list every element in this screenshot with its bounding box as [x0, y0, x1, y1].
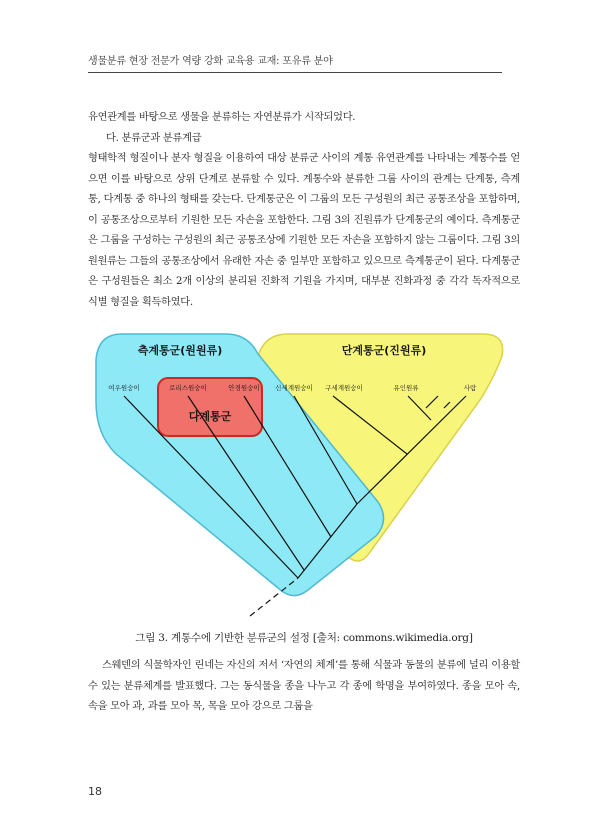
phylogeny-figure — [88, 322, 520, 622]
taxon-label-new-world-monkey: 신세계원숭이 — [275, 384, 313, 392]
phylogeny-diagram — [88, 322, 520, 622]
taxon-label-lemur: 여우원숭이 — [108, 384, 140, 392]
body-section-top — [88, 108, 520, 313]
running-header: 생물분류 현장 전문가 역량 강화 교육용 교재: 포유류 분야 — [88, 52, 502, 73]
subsection-heading: 다. 분류군과 분류계급 — [106, 132, 202, 144]
monophyletic-label: 단계통군(진원류) — [341, 344, 427, 357]
taxon-label-human: 사람 — [463, 384, 477, 392]
figure-caption: 그림 3. 계통수에 기반한 분류군의 설정 [출처: commons.wikimedia.org] — [135, 632, 473, 644]
paragraph-intro: 유연관계를 바탕으로 생물을 분류하는 자연분류가 시작되었다. — [88, 112, 356, 123]
paragraph-linnaeus: 스웨덴의 식물학자인 린네는 자신의 저서 ‘자연의 체계’를 통해 식물과 동물의 분류에 널리 이용할 수 있는 분류체계를 발표했다. 그는 동식물을 종을 나누고 각 종에 학명을 부여하였다. 종을 모아 속, 속을 모아 과, 과를 모아 목, 목을 모아 강으로 그룹을 — [88, 660, 520, 712]
taxon-label-old-world-monkey: 구세계원숭이 — [325, 384, 363, 392]
taxon-label-loris: 로리스원숭이 — [169, 384, 207, 392]
polyphyletic-label: 다계통군 — [188, 410, 232, 423]
body-section-bottom — [88, 656, 520, 718]
paraphyletic-label: 측계통군(원원류) — [137, 344, 223, 357]
paragraph-taxa-groups: 형태학적 형질이나 분자 형질을 이용하여 대상 분류군 사이의 계통 유연관계를 나타내는 계통수를 얻으면 이를 바탕으로 상위 단계로 분류할 수 있다. 계통수와 분류한 그룹 사이의 관계는 단계통, 측계통, 다계통 중 하나의 형태를 갖는다. 단계통군은 이 그룹의 모든 구성원의 최근 공통조상을 포함하며, 이 공통조상으로부터 기원한 모든 자손을 포함한다. 그림 3의 진원류가 단계통군의 예이다. 측계통군은 그룹을 구성하는 구성원의 최근 공통조상에 기원한 모든 자손을 포함하지 않는 그룹이다. 그림 3의 원원류는 그들의 공통조상에서 유래한 자손 중 일부만 포함하고 있으므로 측계통군이 된다. 다계통군은 구성원들은 최소 2개 이상의 분리된 진화적 기원을 가지며, 대부분 진화과정 중 각각 독자적으로 식별 형질을 획득하였다. — [88, 153, 520, 308]
taxon-label-ape: 유인원류 — [393, 384, 419, 392]
page-number: 18 — [88, 785, 102, 798]
taxon-label-tarsier: 안경원숭이 — [228, 384, 260, 392]
